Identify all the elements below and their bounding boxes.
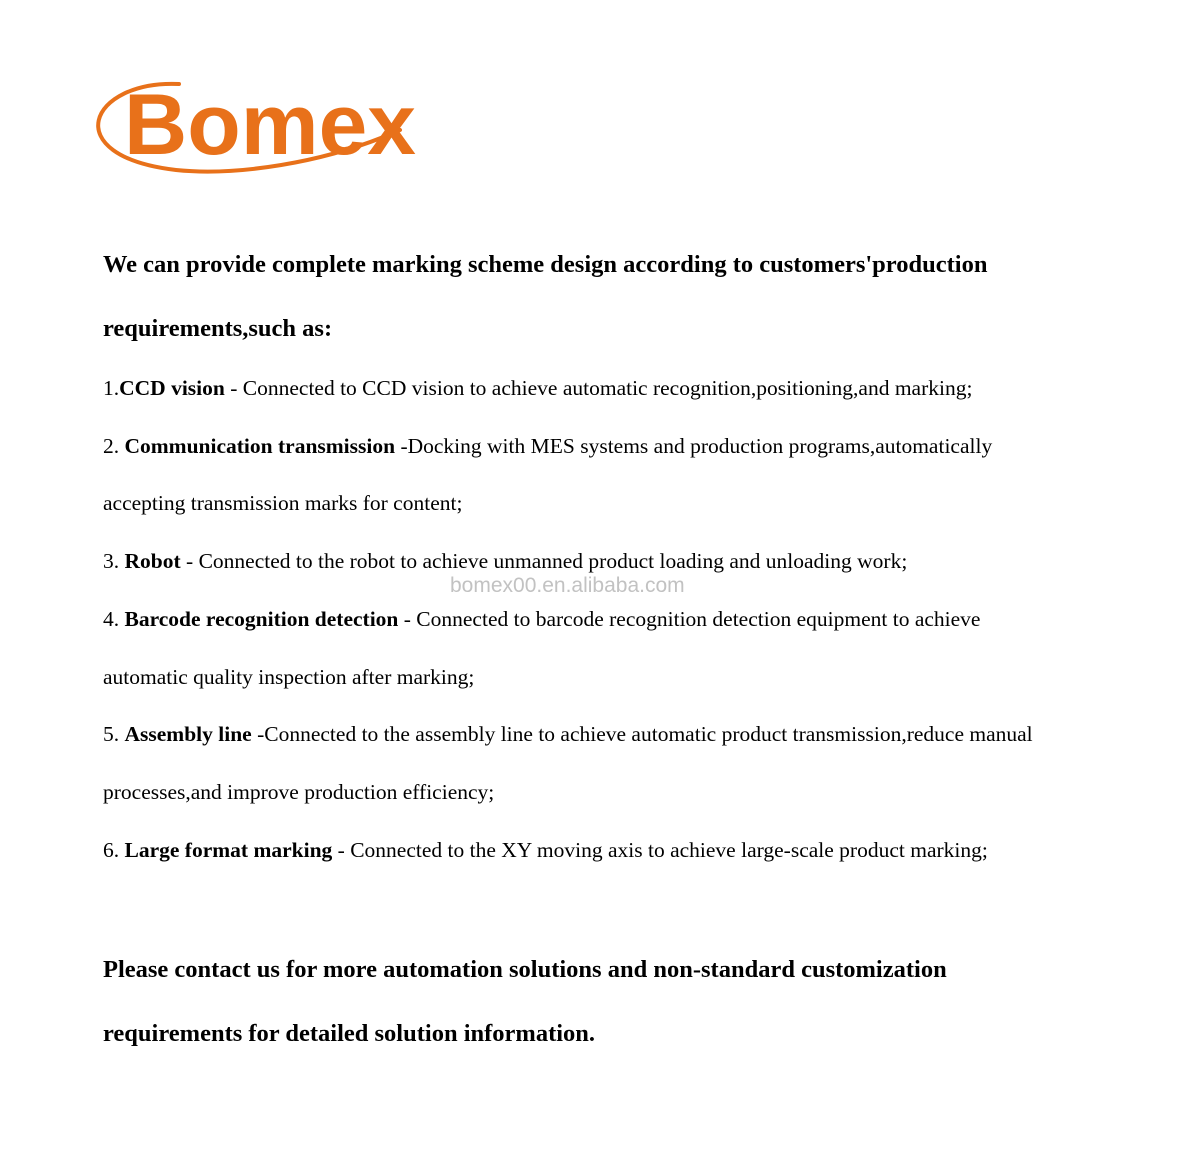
item-number: 1. <box>103 376 120 400</box>
intro-line-1: We can provide complete marking scheme design according to customers'production <box>103 251 988 278</box>
item-title: CCD vision <box>119 376 225 400</box>
item-description: - Connected to the XY moving axis to achieve large-scale product marking; <box>332 837 988 862</box>
capability-list <box>103 360 1163 879</box>
intro-line-2: requirements,such as: <box>103 315 333 342</box>
item-title: Robot <box>124 549 181 574</box>
item-number: 4. <box>103 606 125 631</box>
contact-note <box>103 938 1143 1066</box>
item-number: 5. <box>103 722 125 747</box>
list-item <box>103 822 1163 880</box>
intro-heading <box>103 233 1143 361</box>
contact-line-1: Please contact us for more automation solutions and non-standard customization <box>103 956 947 983</box>
list-item <box>103 418 1163 533</box>
item-title: Communication transmission <box>124 433 396 458</box>
item-title: Assembly line <box>124 722 252 747</box>
item-description: -Connected to the assembly line to achieve automatic product transmission,reduce manual <box>251 722 1033 747</box>
list-item <box>103 360 1163 418</box>
list-item-line <box>103 360 1163 418</box>
list-item-line <box>103 591 1163 649</box>
item-number: 6. <box>103 837 125 862</box>
logo-wordmark: Bomex <box>124 78 417 173</box>
contact-line-2: requirements for detailed solution information. <box>103 1020 596 1047</box>
item-number: 3. <box>103 549 125 574</box>
item-description: - Connected to the robot to achieve unmanned product loading and unloading work; <box>180 549 908 574</box>
item-description: - Connected to CCD vision to achieve automatic recognition,positioning,and marking; <box>224 376 973 400</box>
item-description-continued: automatic quality inspection after marking; <box>103 664 475 689</box>
item-description-continued: accepting transmission marks for content; <box>103 491 463 516</box>
list-item-line <box>103 822 1163 880</box>
item-title: Barcode recognition detection <box>124 606 399 631</box>
item-title: Large format marking <box>124 837 333 862</box>
list-item-line <box>103 418 1163 476</box>
item-description: -Docking with MES systems and production programs,automatically <box>395 433 993 458</box>
list-item <box>103 591 1163 706</box>
list-item <box>103 706 1163 821</box>
item-number: 2. <box>103 433 125 458</box>
watermark: bomex00.en.alibaba.com <box>450 574 685 597</box>
list-item-line <box>103 706 1163 764</box>
item-description: - Connected to barcode recognition detection equipment to achieve <box>398 606 981 631</box>
item-description-continued: processes,and improve production efficiency; <box>103 779 495 804</box>
bomex-logo-graphic <box>84 78 424 178</box>
bomex-logo <box>84 78 424 178</box>
